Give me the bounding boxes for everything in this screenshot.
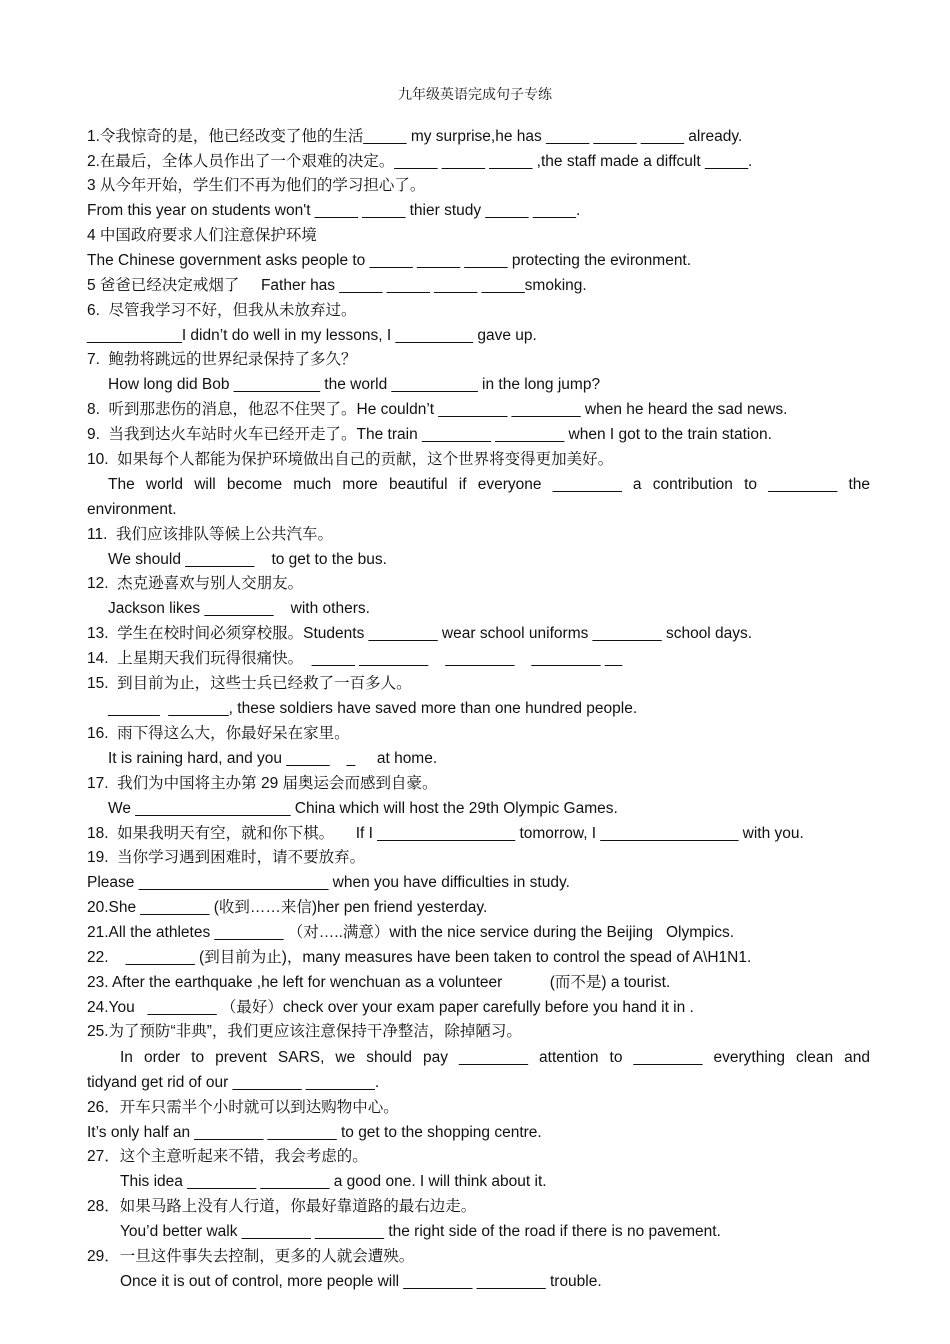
text-line: 22. ________ (到目前为止)，many measures have been taken to control the spead of A\H1N1. <box>87 949 752 966</box>
text-line: From this year on students won't _____ _____ thier study _____ _____. <box>87 202 581 219</box>
text-line: environment. <box>87 501 177 518</box>
text-line: 17. 我们为中国将主办第 29 届奥运会而感到自豪。 <box>87 775 438 792</box>
text-line: 3 从今年开始，学生们不再为他们的学习担心了。 <box>87 177 426 194</box>
text-line: 27．这个主意听起来不错，我会考虑的。 <box>87 1148 368 1165</box>
text-line: 15. 到目前为止，这些士兵已经救了一百多人。 <box>87 675 412 692</box>
text-line: We __________________ China which will host the 29th Olympic Games. <box>108 800 618 817</box>
text-line: Once it is out of control, more people will ________ ________ trouble. <box>120 1273 602 1290</box>
text-line: You’d better walk ________ ________ the right side of the road if there is no pavement. <box>120 1223 721 1240</box>
text-line: 24.You ________ （最好）check over your exam paper carefully before you hand it in . <box>87 999 694 1016</box>
text-line: 26．开车只需半个小时就可以到达购物中心。 <box>87 1099 399 1116</box>
text-line: 1.令我惊奇的是，他已经改变了他的生活_____ my surprise,he has _____ _____ _____ already. <box>87 128 743 145</box>
text-line: 21.All the athletes ________ （对…..满意）with the nice service during the Beijing Olympics. <box>87 924 735 941</box>
text-line: 13. 学生在校时间必须穿校服。Students ________ wear school uniforms ________ school days. <box>87 625 753 642</box>
text-line: tidyand get rid of our ________ ________. <box>87 1074 380 1091</box>
text-line: It is raining hard, and you _____ _ at home. <box>108 750 438 767</box>
text-line: 18. 如果我明天有空，就和你下棋。 If I ________________ tomorrow, I ________________ with you. <box>87 825 804 842</box>
text-line: 14. 上星期天我们玩得很痛快。 _____ ________ ________ ________ __ <box>87 650 623 667</box>
text-line: 7. 鲍勃将跳远的世界纪录保持了多久？ <box>87 351 357 368</box>
text-line: We should ________ to get to the bus. <box>108 551 387 568</box>
text-line: ___________I didn’t do well in my lessons, I _________ gave up. <box>87 327 537 344</box>
text-line: 23. After the earthquake ,he left for wenchuan as a volunteer (而不是) a tourist. <box>87 974 671 991</box>
text-line: 4 中国政府要求人们注意保护环境 <box>87 227 317 244</box>
text-line: The world will become much more beautiful if everyone ________ a contribution to ________ the <box>108 476 870 493</box>
text-line: Jackson likes ________ with others. <box>108 600 370 617</box>
text-line: ______ _______, these soldiers have saved more than one hundred people. <box>108 700 638 717</box>
text-line: 20.She ________ (收到……来信)her pen friend yesterday. <box>87 899 488 916</box>
text-line: Please ______________________ when you have difficulties in study. <box>87 874 570 891</box>
text-line: In order to prevent SARS, we should pay ________ attention to ________ everything clean and <box>120 1049 870 1066</box>
text-line: 28．如果马路上没有人行道，你最好靠道路的最右边走。 <box>87 1198 477 1215</box>
text-line: 25.为了预防“非典”，我们更应该注意保持干净整洁，除掉陋习。 <box>87 1023 522 1040</box>
text-line: It’s only half an ________ ________ to get to the shopping centre. <box>87 1124 542 1141</box>
text-line: 10. 如果每个人都能为保护环境做出自己的贡献，这个世界将变得更加美好。 <box>87 451 614 468</box>
text-line: 9. 当我到达火车站时火车已经开走了。The train ________ ________ when I got to the train station. <box>87 426 772 443</box>
text-line: 8. 听到那悲伤的消息，他忍不住哭了。He couldn’t ________ ________ when he heard the sad news. <box>87 401 788 418</box>
text-line: 2.在最后，全体人员作出了一个艰难的决定。_____ _____ _____ ,the staff made a diffcult _____. <box>87 153 753 170</box>
text-line: This idea ________ ________ a good one. I will think about it. <box>120 1173 547 1190</box>
text-line: 5 爸爸已经决定戒烟了 Father has _____ _____ _____ _____smoking. <box>87 277 587 294</box>
text-line: 11. 我们应该排队等候上公共汽车。 <box>87 526 334 543</box>
text-line: How long did Bob __________ the world __________ in the long jump? <box>108 376 601 393</box>
text-line: 6. 尽管我学习不好，但我从未放弃过。 <box>87 302 357 319</box>
text-line: The Chinese government asks people to _____ _____ _____ protecting the evironment. <box>87 252 692 269</box>
text-line: 29．一旦这件事失去控制，更多的人就会遭殃。 <box>87 1248 415 1265</box>
page-title: 九年级英语完成句子专练 <box>398 87 552 103</box>
text-line: 12. 杰克逊喜欢与别人交朋友。 <box>87 575 304 592</box>
text-line: 19. 当你学习遇到困难时，请不要放弃。 <box>87 849 366 866</box>
text-line: 16. 雨下得这么大，你最好呆在家里。 <box>87 725 350 742</box>
